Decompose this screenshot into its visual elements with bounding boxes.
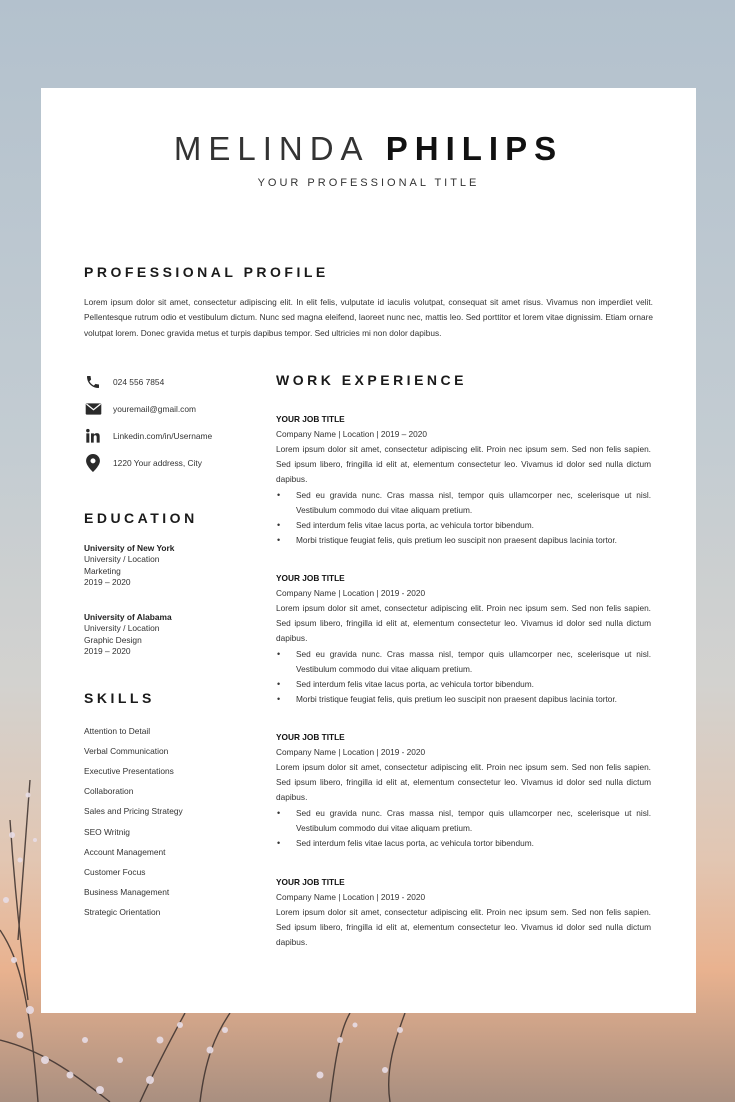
candidate-name <box>41 130 696 168</box>
skill-item: Executive Presentations <box>84 766 174 776</box>
job-entry <box>276 730 651 851</box>
school-name: University of Alabama <box>84 612 172 622</box>
location-icon <box>84 454 102 472</box>
profile-text: Lorem ipsum dolor sit amet, consectetur adipiscing elit. In elit felis, vulputate id iaculis volutpat, consequat sit amet risus. Vivamus non imperdiet velit. Pellentesque rutrum odio et vestibulum dictum. Nunc sed magna eleifend, laoreet nunc nec, mattis leo. Sed porttitor et lorem vitae dignissim. Etiam ornare volutpat lorem. Donec gravida metus et turpis dapibus tempor. Sed ultricies mi non dolor dapibus. <box>84 297 653 338</box>
job-bullet: • Sed eu gravida nunc. Cras massa nisl, tempor quis ullamcorper nec, scelerisque ut nisl. Vestibulum commodo dui vitae aliquam pretium. <box>296 488 651 518</box>
first-name: MELINDA <box>173 130 370 167</box>
job-bullet: • Sed eu gravida nunc. Cras massa nisl, tempor quis ullamcorper nec, scelerisque ut nisl. Vestibulum commodo dui vitae aliquam pretium. <box>296 647 651 677</box>
skill-item: Verbal Communication <box>84 746 169 756</box>
skills-heading: SKILLS <box>84 690 155 706</box>
job-bullet: • Morbi tristique feugiat felis, quis pretium leo suscipit non praesent dapibus lacinia tortor. <box>296 533 651 548</box>
skill-item: Sales and Pricing Strategy <box>84 806 183 816</box>
email-address[interactable]: youremail@gmail.com <box>113 404 196 414</box>
job-company: Company Name | Location | 2019 - 2020 <box>276 747 426 757</box>
school-name: University of New York <box>84 543 175 553</box>
job-title: YOUR JOB TITLE <box>276 573 345 583</box>
field-of-study: Marketing <box>84 565 121 576</box>
contact-phone <box>84 372 164 392</box>
job-bullets <box>276 647 651 708</box>
linkedin-icon <box>84 427 102 445</box>
school-location: University / Location <box>84 554 160 565</box>
job-title: YOUR JOB TITLE <box>276 877 345 887</box>
skill-item: Collaboration <box>84 786 134 796</box>
skill-item: Customer Focus <box>84 867 146 877</box>
job-company: Company Name | Location | 2019 – 2020 <box>276 429 427 439</box>
job-bullet: • Morbi tristique feugiat felis, quis pretium leo suscipit non praesent dapibus lacinia tortor. <box>296 692 651 707</box>
skill-item: SEO Writnig <box>84 827 130 837</box>
job-bullet: • Sed interdum felis vitae lacus porta, ac vehicula tortor bibendum. <box>296 677 651 692</box>
study-years: 2019 – 2020 <box>84 646 131 657</box>
job-bullet: • Sed eu gravida nunc. Cras massa nisl, tempor quis ullamcorper nec, scelerisque ut nisl. Vestibulum commodo dui vitae aliquam pretium. <box>296 806 651 836</box>
linkedin-url[interactable]: Linkedin.com/in/Username <box>113 431 213 441</box>
phone-number: 024 556 7854 <box>113 377 165 387</box>
job-description: Lorem ipsum dolor sit amet, consectetur adipiscing elit. Proin nec ipsum sem. Sed non felis sapien. Sed ipsum libero, fringilla id elit at, elementum consectetur leo. Vivamus id dolor sed nulla dictum dapibus. <box>276 603 651 644</box>
last-name: PHILIPS <box>385 130 564 167</box>
contact-email <box>84 399 196 419</box>
skill-item: Attention to Detail <box>84 726 151 736</box>
job-description: Lorem ipsum dolor sit amet, consectetur adipiscing elit. Proin nec ipsum sem. Sed non felis sapien. Sed ipsum libero, fringilla id elit at, elementum consectetur leo. Vivamus id dolor sed nulla dictum dapibus. <box>276 907 651 948</box>
job-entry <box>276 571 651 707</box>
address: 1220 Your address, City <box>113 458 202 468</box>
profile-heading: PROFESSIONAL PROFILE <box>84 264 329 280</box>
contact-linkedin <box>84 426 212 446</box>
job-company: Company Name | Location | 2019 - 2020 <box>276 588 426 598</box>
skill-item: Strategic Orientation <box>84 907 161 917</box>
job-entry <box>276 412 651 548</box>
job-bullet: • Sed interdum felis vitae lacus porta, ac vehicula tortor bibendum. <box>296 836 651 851</box>
job-description: Lorem ipsum dolor sit amet, consectetur adipiscing elit. Proin nec ipsum sem. Sed non felis sapien. Sed ipsum libero, fringilla id elit at, elementum consectetur leo. Vivamus id dolor sed nulla dictum dapibus. <box>276 762 651 803</box>
job-company: Company Name | Location | 2019 - 2020 <box>276 892 426 902</box>
job-title: YOUR JOB TITLE <box>276 732 345 742</box>
job-bullets <box>276 806 651 852</box>
school-location: University / Location <box>84 623 160 634</box>
job-title: YOUR JOB TITLE <box>276 414 345 424</box>
job-entry <box>276 875 651 951</box>
field-of-study: Graphic Design <box>84 634 142 645</box>
work-heading: WORK EXPERIENCE <box>276 372 467 388</box>
email-icon <box>84 400 102 418</box>
professional-title: YOUR PROFESSIONAL TITLE <box>257 177 480 189</box>
study-years: 2019 – 2020 <box>84 577 131 588</box>
job-bullet: • Sed interdum felis vitae lacus porta, ac vehicula tortor bibendum. <box>296 518 651 533</box>
education-item <box>84 612 172 658</box>
skill-item: Account Management <box>84 847 166 857</box>
resume-page <box>41 88 696 1013</box>
job-bullets <box>276 488 651 549</box>
education-item <box>84 543 174 589</box>
job-description: Lorem ipsum dolor sit amet, consectetur adipiscing elit. Proin nec ipsum sem. Sed non felis sapien. Sed ipsum libero, fringilla id elit at, elementum consectetur leo. Vivamus id dolor sed nulla dictum dapibus. <box>276 444 651 485</box>
phone-icon <box>84 373 102 391</box>
skill-item: Business Management <box>84 887 170 897</box>
education-heading: EDUCATION <box>84 510 198 526</box>
contact-address <box>84 453 202 473</box>
